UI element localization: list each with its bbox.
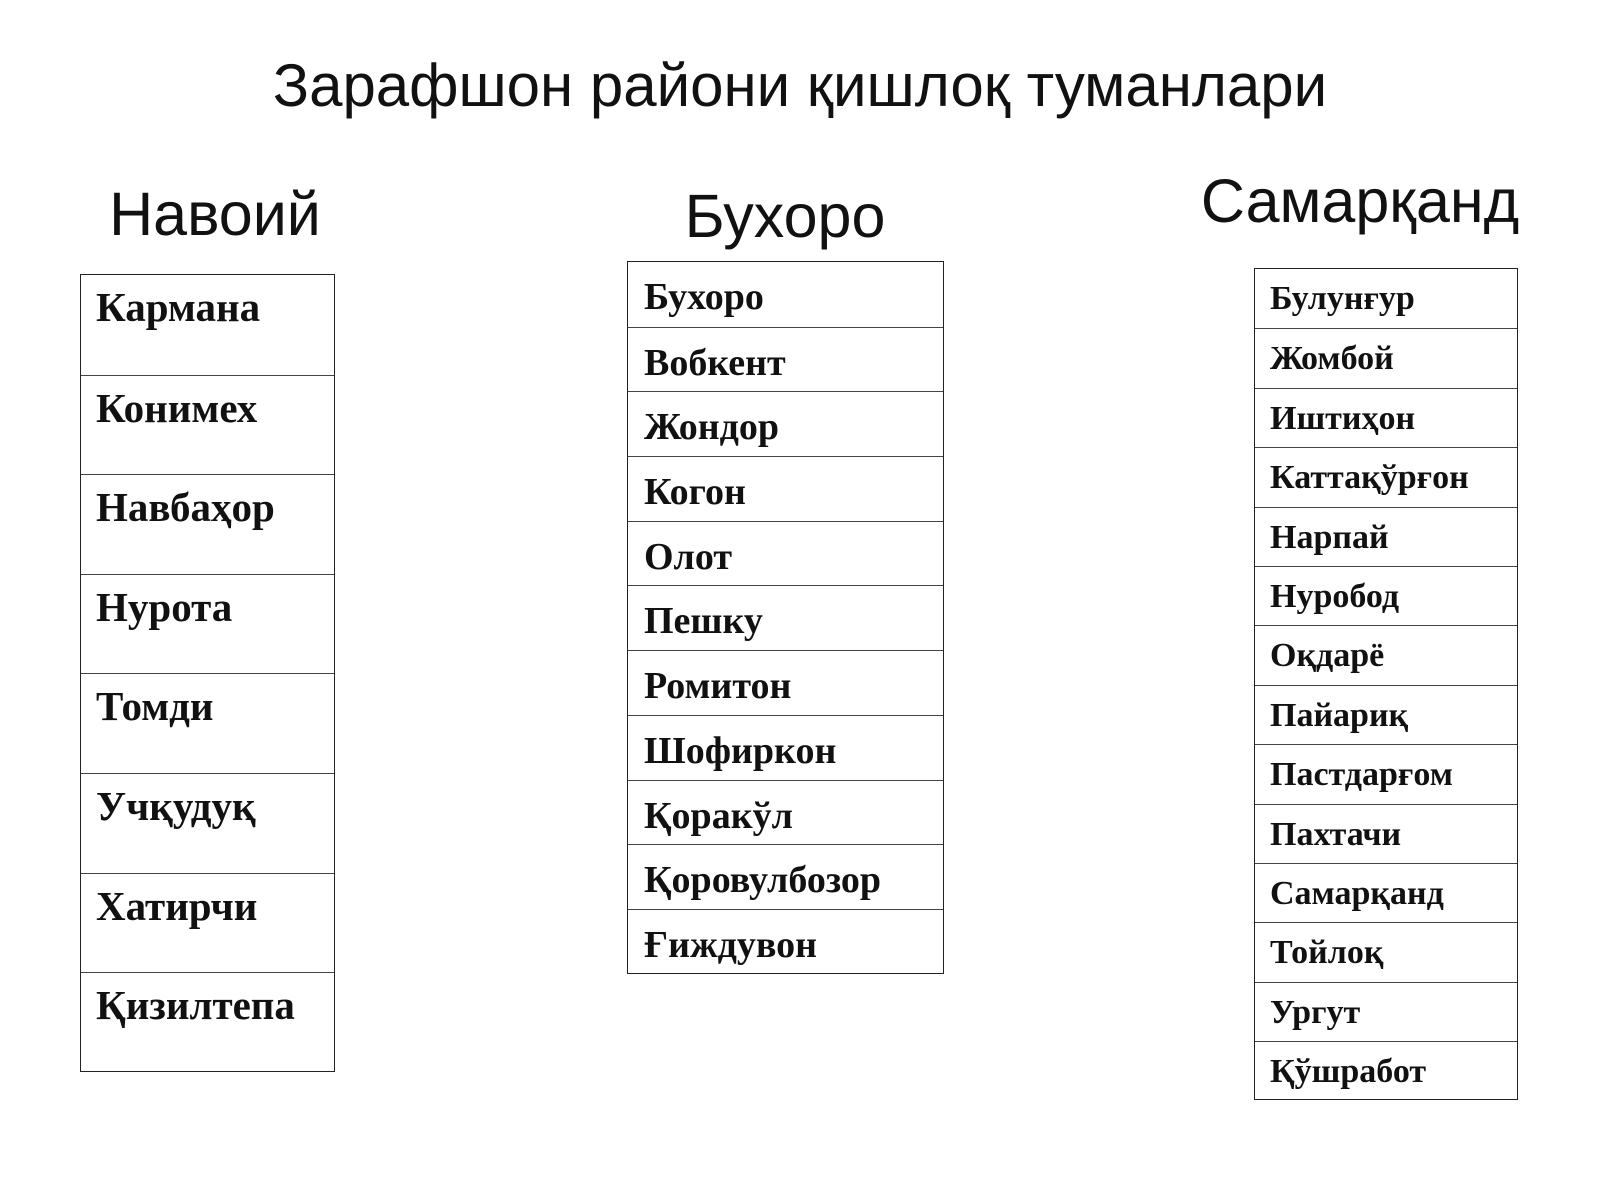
district-cell: Пастдарғом bbox=[1255, 744, 1517, 803]
district-cell: Шофиркон bbox=[628, 715, 943, 780]
district-cell: Қўшработ bbox=[1255, 1041, 1517, 1100]
district-cell: Тойлоқ bbox=[1255, 922, 1517, 981]
district-cell: Томди bbox=[81, 673, 334, 773]
region-heading-bukhoro: Бухоро bbox=[684, 182, 886, 250]
district-cell: Ромитон bbox=[628, 650, 943, 715]
district-cell: Кармана bbox=[96, 284, 261, 330]
district-cell: Ургут bbox=[1255, 982, 1517, 1041]
district-cell: Қизилтепа bbox=[81, 972, 334, 1072]
page-title: Зарафшон райони қишлоқ туманлари bbox=[272, 52, 1328, 119]
district-cell: Булунғур bbox=[1270, 280, 1415, 317]
region-heading-navoiy: Навоий bbox=[109, 180, 321, 248]
district-cell: Нарпай bbox=[1255, 507, 1517, 566]
district-cell: Навбаҳор bbox=[81, 474, 334, 574]
district-cell: Жондор bbox=[628, 391, 943, 456]
district-cell: Вобкент bbox=[628, 327, 943, 392]
district-list-bukhoro bbox=[627, 261, 944, 974]
district-cell: Нуробод bbox=[1255, 566, 1517, 625]
district-cell: Пайариқ bbox=[1255, 685, 1517, 744]
district-cell: Пешку bbox=[628, 585, 943, 650]
district-cell: Хатирчи bbox=[81, 873, 334, 973]
district-cell: Пахтачи bbox=[1255, 804, 1517, 863]
district-list-navoiy bbox=[80, 274, 335, 1072]
district-cell: Олот bbox=[628, 521, 943, 586]
district-cell: Когон bbox=[628, 456, 943, 521]
district-cell: Иштиҳон bbox=[1255, 388, 1517, 447]
district-cell: Ғиждувон bbox=[628, 909, 943, 974]
district-cell: Оқдарё bbox=[1255, 625, 1517, 684]
region-heading-samarkand: Самарқанд bbox=[1200, 167, 1520, 235]
district-cell: Жомбой bbox=[1255, 328, 1517, 387]
district-cell: Бухоро bbox=[644, 276, 764, 318]
district-cell: Қоракўл bbox=[628, 780, 943, 845]
district-list-samarkand bbox=[1254, 268, 1518, 1100]
district-cell: Учқудуқ bbox=[81, 773, 334, 873]
district-cell: Каттақўрғон bbox=[1255, 447, 1517, 506]
district-cell: Конимех bbox=[81, 375, 334, 475]
district-cell: Самарқанд bbox=[1255, 863, 1517, 922]
district-cell: Нурота bbox=[81, 574, 334, 674]
district-cell: Қоровулбозор bbox=[628, 844, 943, 909]
